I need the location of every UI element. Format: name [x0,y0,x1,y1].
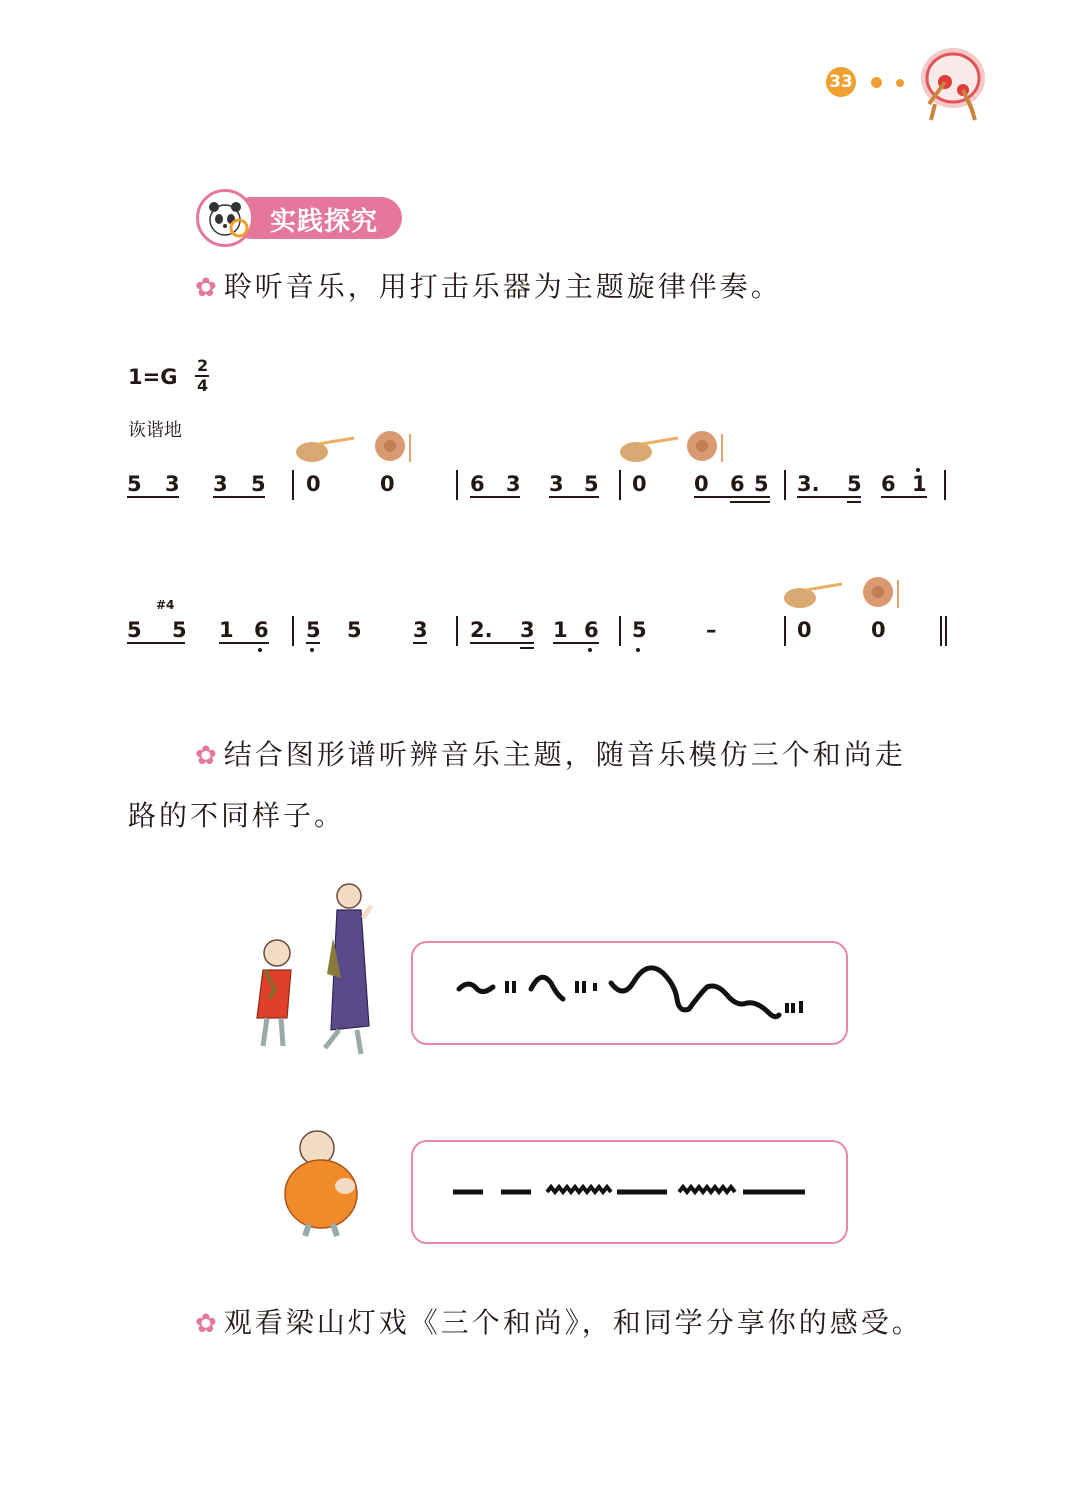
instruction-2 [195,735,906,776]
note: 5 [127,472,142,496]
bar-line [944,470,946,500]
wood-block-icon [294,430,356,464]
page-number: 33 [826,67,856,97]
gong-icon [372,428,414,464]
note: 5 [306,618,321,642]
time-signature-top: 2 [197,356,209,375]
beam [553,642,599,644]
bar-line [619,470,621,500]
beam [219,642,269,644]
note: 5 [251,472,266,496]
note: 5 [754,472,769,496]
instruction-text: 观看梁山灯戏《三个和尚》，和同学分享你的感受。 [223,1306,923,1339]
beam [413,642,427,644]
note: 0 [694,472,709,496]
graphic-score-box-2 [411,1140,848,1244]
graphic-score-box-1 [411,941,848,1045]
octave-dot [258,648,262,652]
gong-icon [860,574,902,610]
beam [520,647,534,649]
instruction-2-cont: 路的不同样子。 [128,799,346,832]
flower-bullet-icon: ✿ [195,273,220,303]
graphic-score-walking-pattern [413,943,846,1043]
bar-line [619,616,621,646]
fat-monk-illustration [275,1124,371,1242]
bar-line [292,470,294,500]
gong-icon [684,428,726,464]
final-bar-line [945,616,947,646]
note: 5 [847,472,862,496]
beam [127,496,179,498]
graphic-score-walking-pattern [413,1142,846,1242]
beam [847,501,861,503]
instruction-3 [195,1303,923,1344]
note: 0 [797,618,812,642]
octave-dot [916,468,920,472]
note: 1 [219,618,234,642]
beam [306,642,320,644]
final-bar-line [940,616,942,646]
grace-note: #4 [156,598,175,612]
flower-bullet-icon: ✿ [195,741,220,771]
beam [470,496,520,498]
instruction-1 [195,267,782,308]
instruction-text: 聆听音乐，用打击乐器为主题旋律伴奏。 [223,270,782,303]
note: 2. [470,618,493,642]
drum-icon [915,42,990,122]
octave-dot [588,648,592,652]
bar-line [456,470,458,500]
beam [797,496,861,498]
flower-bullet-icon: ✿ [195,1309,220,1339]
decor-dot [896,79,904,87]
note: 6 [584,618,599,642]
note: 6 [881,472,896,496]
time-signature-bottom: 4 [197,376,209,395]
note: 6 [254,618,269,642]
note: 5 [632,618,647,642]
note: 1 [912,472,927,496]
note: 5 [584,472,599,496]
wood-block-icon [618,430,680,464]
note: 3 [549,472,564,496]
note: 0 [380,472,395,496]
bar-line [292,616,294,646]
note: 3 [165,472,180,496]
note: 3 [506,472,521,496]
beam [127,642,185,644]
note: 6 [470,472,485,496]
bar-line [784,470,786,500]
note: 5 [172,618,187,642]
note: 1 [553,618,568,642]
decor-dot [871,77,882,88]
instruction-text: 结合图形谱听辨音乐主题，随音乐模仿三个和尚走 [223,738,906,771]
wood-block-icon [782,576,844,610]
tempo-marking: 诙谐地 [128,420,182,441]
beam [694,496,770,498]
note: 0 [871,618,886,642]
note: 5 [127,618,142,642]
note: 5 [347,618,362,642]
octave-dot [636,648,640,652]
note: 3 [413,618,428,642]
bar-line [784,616,786,646]
note: 3 [213,472,228,496]
note: 0 [306,472,321,496]
octave-dot [310,648,314,652]
note: 6 [730,472,745,496]
beam [730,501,770,503]
key-signature: 1=G [128,365,178,389]
two-monks-illustration [245,878,385,1060]
note: 3. [797,472,820,496]
note: – [706,618,717,642]
panda-icon [196,189,254,247]
beam [470,642,534,644]
bar-line [456,616,458,646]
beam [213,496,265,498]
beam [549,496,599,498]
section-title: 实践探究 [270,207,379,237]
beam [881,496,927,498]
note: 0 [632,472,647,496]
note: 3 [520,618,535,642]
section-badge [196,189,406,247]
